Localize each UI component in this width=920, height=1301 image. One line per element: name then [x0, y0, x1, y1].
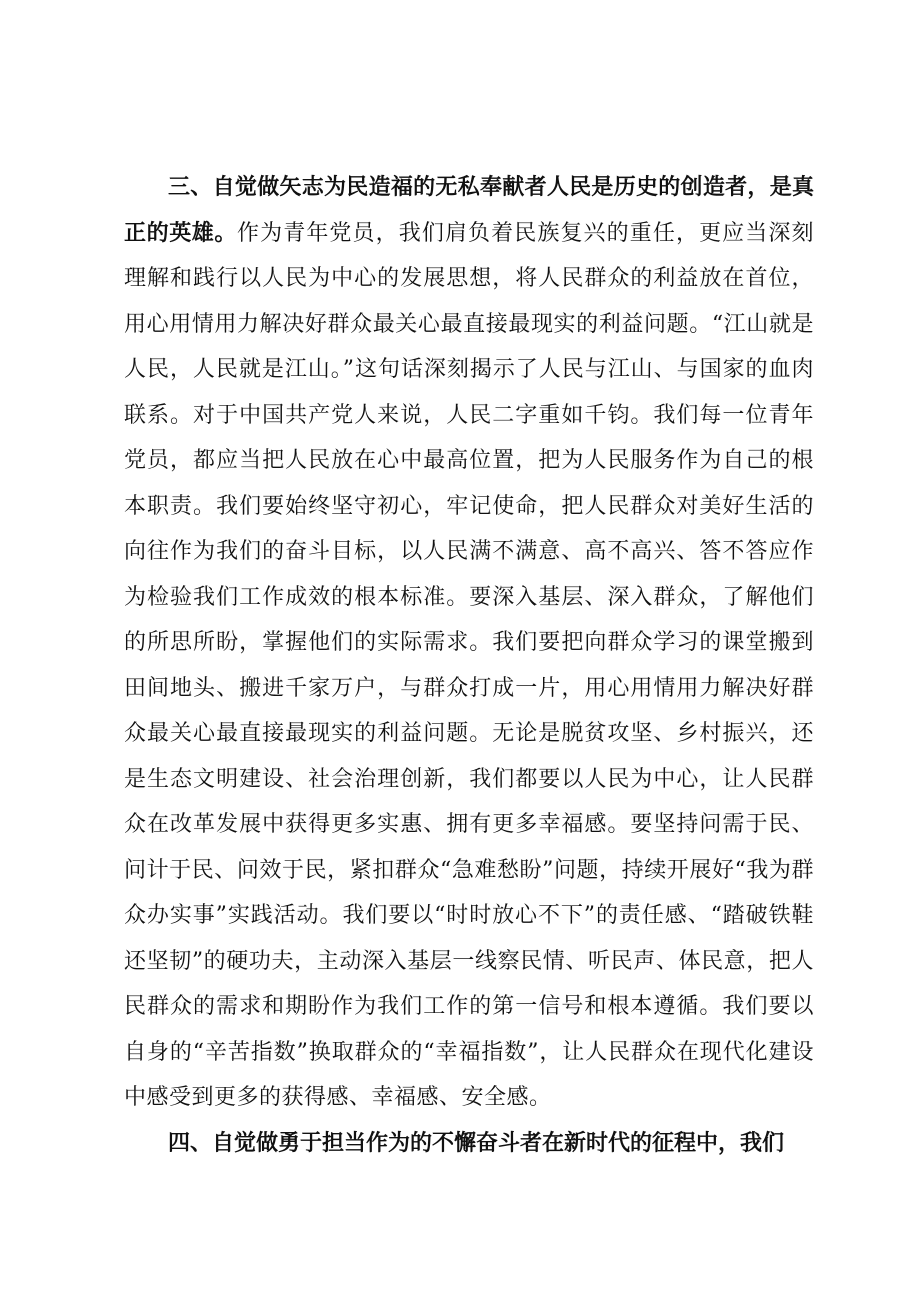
section-four-paragraph: [124, 1121, 814, 1167]
section-three-paragraph: [124, 165, 814, 1121]
section-four-heading: 四、自觉做勇于担当作为的不懈奋斗者在新时代的征程中，我们: [168, 1130, 785, 1156]
section-three-heading: 三、自觉做矢志为民造福的无私奉献者人民是历史的创造者，是真正的英雄。: [124, 175, 814, 246]
section-three-body: 作为青年党员，我们肩负着民族复兴的重任，更应当深刻理解和践行以人民为中心的发展思想，将人民群众的利益放在首位，用心用情用力解决好群众最关心最直接最现实的利益问题。“江山就是人民，人民就是江山。”这句话深刻揭示了人民与江山、与国家的血肉联系。对于中国共产党人来说，人民二字重如千钧。我们每一位青年党员，都应当把人民放在心中最高位置，把为人民服务作为自己的根本职责。我们要始终坚守初心，牢记使命，把人民群众对美好生活的向往作为我们的奋斗目标，以人民满不满意、高不高兴、答不答应作为检验我们工作成效的根本标准。要深入基层、深入群众，了解他们的所思所盼，掌握他们的实际需求。我们要把向群众学习的课堂搬到田间地头、搬进千家万户，与群众打成一片，用心用情用力解决好群众最关心最直接最现实的利益问题。无论是脱贫攻坚、乡村振兴，还是生态文明建设、社会治理创新，我们都要以人民为中心，让人民群众在改革发展中获得更多实惠、拥有更多幸福感。要坚持问需于民、问计于民、问效于民，紧扣群众“急难愁盼”问题，持续开展好“我为群众办实事”实践活动。我们要以“时时放心不下”的责任感、“踏破铁鞋还坚韧”的硬功夫，主动深入基层一线察民情、听民声、体民意，把人民群众的需求和期盼作为我们工作的第一信号和根本遵循。我们要以自身的“辛苦指数”换取群众的“幸福指数”，让人民群众在现代化建设中感受到更多的获得感、幸福感、安全感。: [124, 220, 814, 1110]
document-body: [124, 165, 814, 1166]
